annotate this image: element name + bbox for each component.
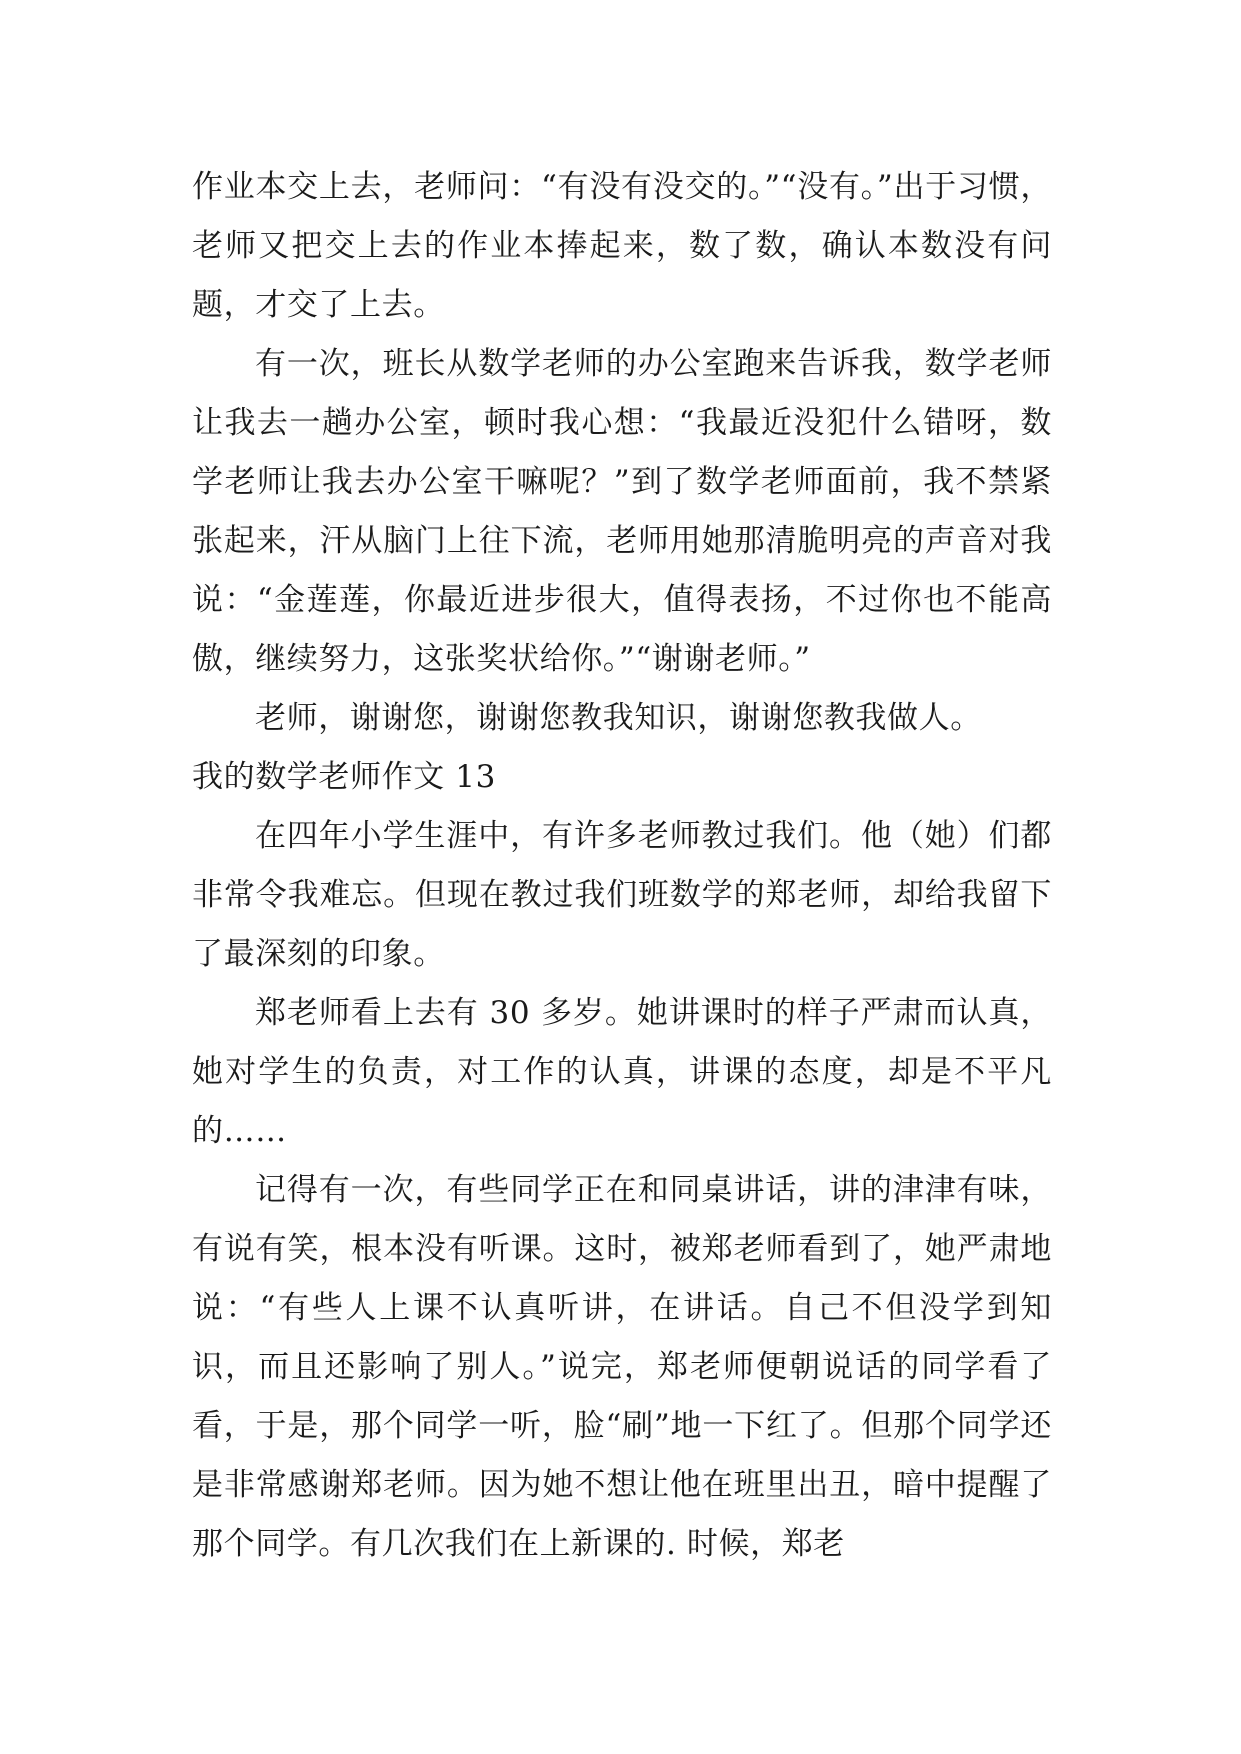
section-title: 我的数学老师作文 13 xyxy=(192,759,496,795)
paragraph-teacher-description: 郑老师看上去有 30 多岁。她讲课时的样子严肃而认真，她对学生的负责，对工作的认真，讲课的态度，却是不平凡的…… xyxy=(192,995,1052,1149)
paragraph-office-visit: 有一次，班长从数学老师的办公室跑来告诉我，数学老师让我去一趟办公室，顿时我心想：“我最近没犯什么错呀，数学老师让我去办公室干嘛呢？”到了数学老师面前，我不禁紧张起来，汗从脑门上往下流，老师用她那清脆明亮的声音对我说：“金莲莲，你最近进步很大，值得表扬，不过你也不能高傲，继续努力，这张奖状给你。”“谢谢老师。” xyxy=(192,346,1052,677)
document-body xyxy=(192,158,1052,1574)
paragraph-classroom-story: 记得有一次，有些同学正在和同桌讲话，讲的津津有味，有说有笑，根本没有听课。这时，被郑老师看到了，她严肃地说：“有些人上课不认真听讲，在讲话。自己不但没学到知识，而且还影响了别人。”说完，郑老师便朝说话的同学看了看，于是，那个同学一听，脸“刷”地一下红了。但那个同学还是非常感谢郑老师。因为她不想让他在班里出丑，暗中提醒了那个同学。有几次我们在上新课的. 时候，郑老 xyxy=(192,1172,1052,1562)
paragraph-intro: 在四年小学生涯中，有许多老师教过我们。他（她）们都非常令我难忘。但现在教过我们班数学的郑老师，却给我留下了最深刻的印象。 xyxy=(192,818,1052,972)
paragraph-thanks: 老师，谢谢您，谢谢您教我知识，谢谢您教我做人。 xyxy=(255,700,982,736)
paragraph-homework-check: 作业本交上去，老师问：“有没有没交的。”“没有。”出于习惯，老师又把交上去的作业本捧起来，数了数，确认本数没有问题，才交了上去。 xyxy=(192,169,1052,323)
